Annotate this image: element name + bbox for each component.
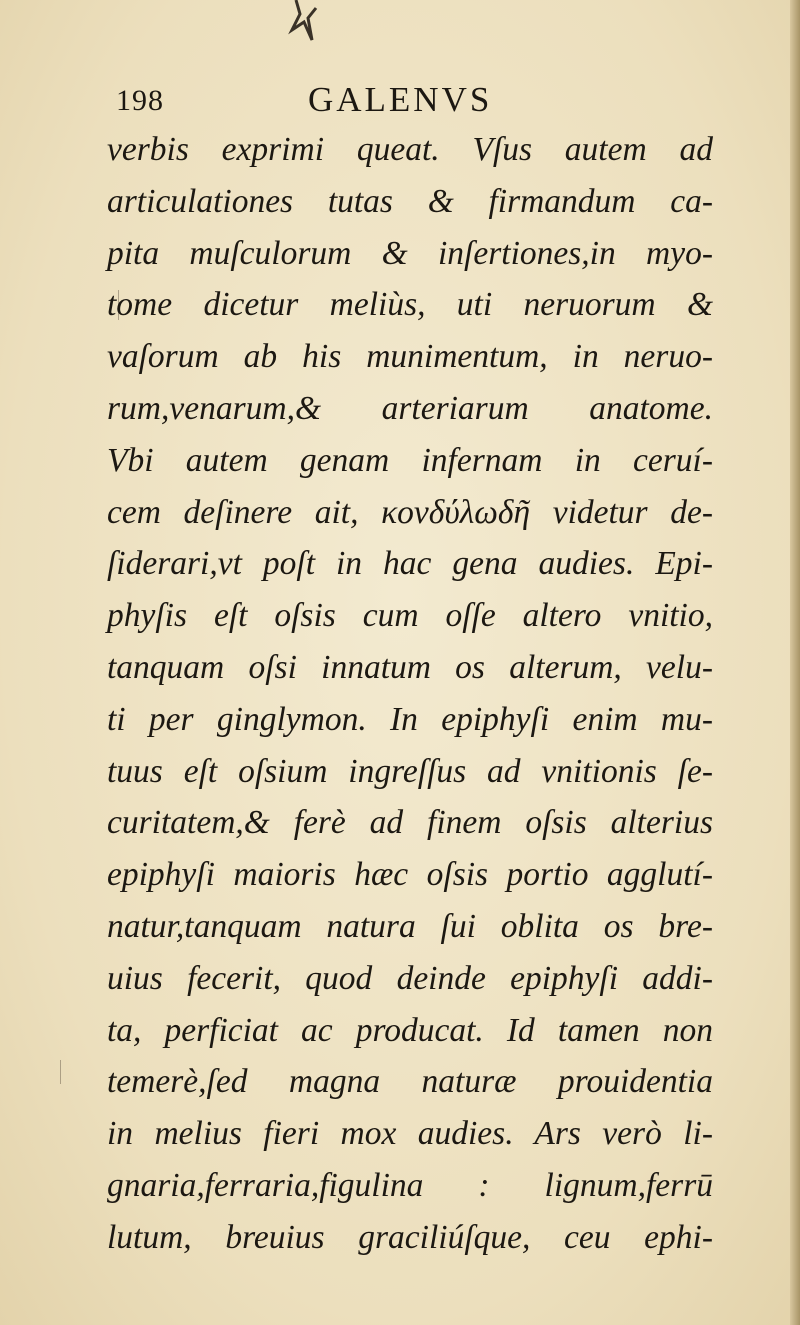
text-line: ſiderari,vt poſt in hac gena audies. Epi- [107,545,713,583]
text-line: curitatem,& ferè ad finem oſsis alterius [107,804,713,842]
text-line: ti per ginglymon. In epiphyſi enim mu- [107,700,713,738]
binding-mark-icon [282,0,322,44]
text-line: articulationes tutas & firmandum ca- [107,182,713,220]
text-line: natur,tanquam natura ſui oblita os bre- [107,907,713,945]
body-text [107,124,713,1264]
text-line: phyſis eſt oſsis cum oſſe altero vnitio, [107,597,713,635]
page-edge [790,0,800,1325]
text-line: rum,venarum,& arteriarum anatome. [107,389,713,427]
text-line: pita muſculorum & inſertiones,in myo- [107,234,713,272]
text-line: tanquam oſsi innatum os alterum, velu- [107,648,713,686]
text-line: lutum, breuius graciliúſque, ceu ephi- [107,1218,713,1256]
text-line: epiphyſi maioris hæc oſsis portio agglutí- [107,856,713,894]
running-head: GALENVS [308,80,493,119]
text-line: tome dicetur meliùs, uti neruorum & [107,286,713,324]
text-line: gnaria,ferraria,figulina : lignum,ferrū [107,1166,713,1204]
text-line: in melius fieri mox audies. Ars verò li- [107,1115,713,1153]
page-number: 198 [116,84,164,117]
text-line: tuus eſt oſsium ingreſſus ad vnitionis ſe- [107,752,713,790]
text-line: uius fecerit, quod deinde epiphyſi addi- [107,959,713,997]
text-line: cem deſinere ait, κονδύλωδῆ videtur de- [107,493,713,531]
text-line: temerè,ſed magna naturæ prouidentia [107,1063,713,1101]
text-line: Vbi autem genam infernam in ceruí- [107,441,713,479]
text-line: verbis exprimi queat. Vſus autem ad [107,131,713,168]
text-line: vaſorum ab his munimentum, in neruo- [107,338,713,376]
text-line: ta, perficiat ac producat. Id tamen non [107,1011,713,1049]
stray-mark [60,1060,61,1084]
page-header [112,80,712,124]
